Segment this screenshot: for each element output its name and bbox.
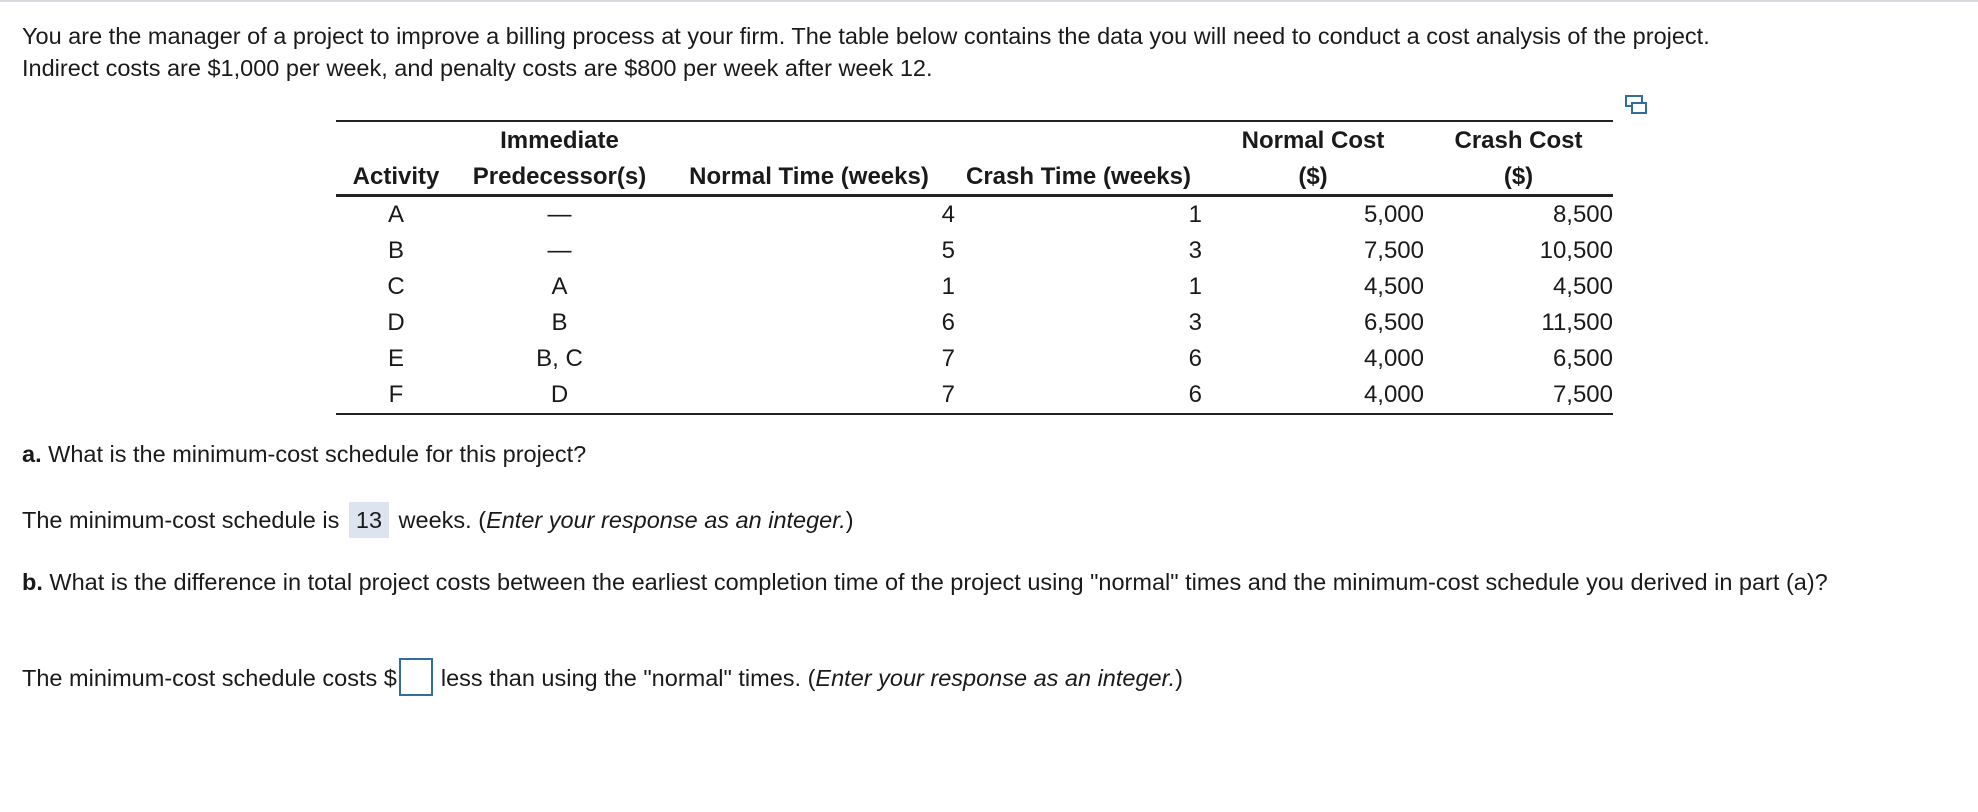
cell-normal-cost: 6,500 [1363,309,1424,336]
intro-line-1: You are the manager of a project to improve a billing process at your firm. The table below contains the data you will need to conduct a cost analysis of the project. [22,23,1710,49]
cell-activity: C [387,273,405,300]
table-row [336,377,1613,414]
cell-crash-cost: 4,500 [1552,273,1613,300]
cell-crash-cost: 8,500 [1552,201,1613,228]
cell-crash-time: 1 [1188,201,1202,228]
answer-a-prefix: The minimum-cost schedule is [22,507,346,533]
table-row [336,196,1613,234]
header-crash-time: Crash Time (weeks) [955,157,1202,196]
cell-predecessor: — [547,237,572,264]
cell-crash-cost: 6,500 [1552,345,1613,372]
cell-activity: D [387,309,405,336]
cell-normal-time: 5 [941,237,955,264]
cell-normal-time: 6 [941,309,955,336]
header-normal-cost-top: Normal Cost [1202,121,1424,157]
activity-data-table [336,120,1613,415]
cell-crash-time: 6 [955,377,1202,414]
answer-b-close: ) [1175,665,1183,691]
table-row [336,269,1613,305]
answer-b-line [22,662,1183,696]
cell-activity: F [336,377,456,414]
cell-normal-cost: 4,500 [1363,273,1424,300]
header-normal-time: Normal Time (weeks) [663,157,955,196]
question-b-text: What is the difference in total project costs between the earliest completion time of the project using "normal" times and the minimum-cost schedule you derived in part (a)? [42,569,1828,595]
cell-activity: E [387,345,404,372]
table-row [336,341,1613,377]
cell-normal-cost: 7,500 [1363,237,1424,264]
answer-a-line [22,502,854,538]
cell-normal-time: 1 [941,273,955,300]
answer-a-close: ) [845,507,854,533]
answer-a-hint: Enter your response as an integer. [486,507,846,533]
cell-predecessor: A [551,273,568,300]
question-b [22,566,1952,598]
cell-activity: B [387,237,404,264]
header-predecessor-bottom: Predecessor(s) [456,157,663,196]
cell-normal-cost: 4,000 [1202,377,1424,414]
top-divider [0,0,1978,2]
cell-normal-cost: 4,000 [1363,345,1424,372]
cell-activity: A [387,201,404,228]
table-row [336,305,1613,341]
answer-b-suffix: less than using the "normal" times. ( [440,665,816,691]
cell-predecessor: D [456,377,663,414]
answer-b-input[interactable] [399,658,433,696]
header-crash-cost-unit: ($) [1424,157,1613,196]
question-a-label: a. [22,441,42,467]
header-normal-cost-unit: ($) [1202,157,1424,196]
header-predecessor-top: Immediate [456,121,663,157]
question-b-label: b. [22,569,43,595]
header-activity: Activity [336,157,456,196]
expand-table-icon[interactable] [1624,94,1648,116]
cell-crash-cost: 7,500 [1424,377,1613,414]
intro-line-2: Indirect costs are $1,000 per week, and penalty costs are $800 per week after week 12. [22,55,933,81]
answer-a-suffix: weeks. ( [392,507,487,533]
answer-b-hint: Enter your response as an integer. [815,665,1176,691]
cell-crash-time: 3 [1188,237,1202,264]
cell-normal-time: 7 [663,377,955,414]
cell-crash-time: 3 [1188,309,1202,336]
cell-normal-cost: 5,000 [1363,201,1424,228]
question-a [22,438,586,470]
cell-predecessor: — [547,201,572,228]
cell-predecessor: B [551,309,568,336]
header-crash-cost-top: Crash Cost [1424,121,1613,157]
cell-crash-time: 1 [1188,273,1202,300]
cell-normal-time: 7 [941,345,955,372]
cell-crash-time: 6 [1188,345,1202,372]
problem-statement [22,20,1952,84]
cell-crash-cost: 11,500 [1541,309,1613,336]
cell-crash-cost: 10,500 [1539,237,1613,264]
cell-normal-time: 4 [941,201,955,228]
answer-a-field[interactable]: 13 [349,502,389,538]
answer-b-prefix: The minimum-cost schedule costs $ [22,665,397,691]
cell-predecessor: B, C [536,345,583,372]
question-a-text: What is the minimum-cost schedule for this project? [41,441,587,467]
table-row [336,233,1613,269]
